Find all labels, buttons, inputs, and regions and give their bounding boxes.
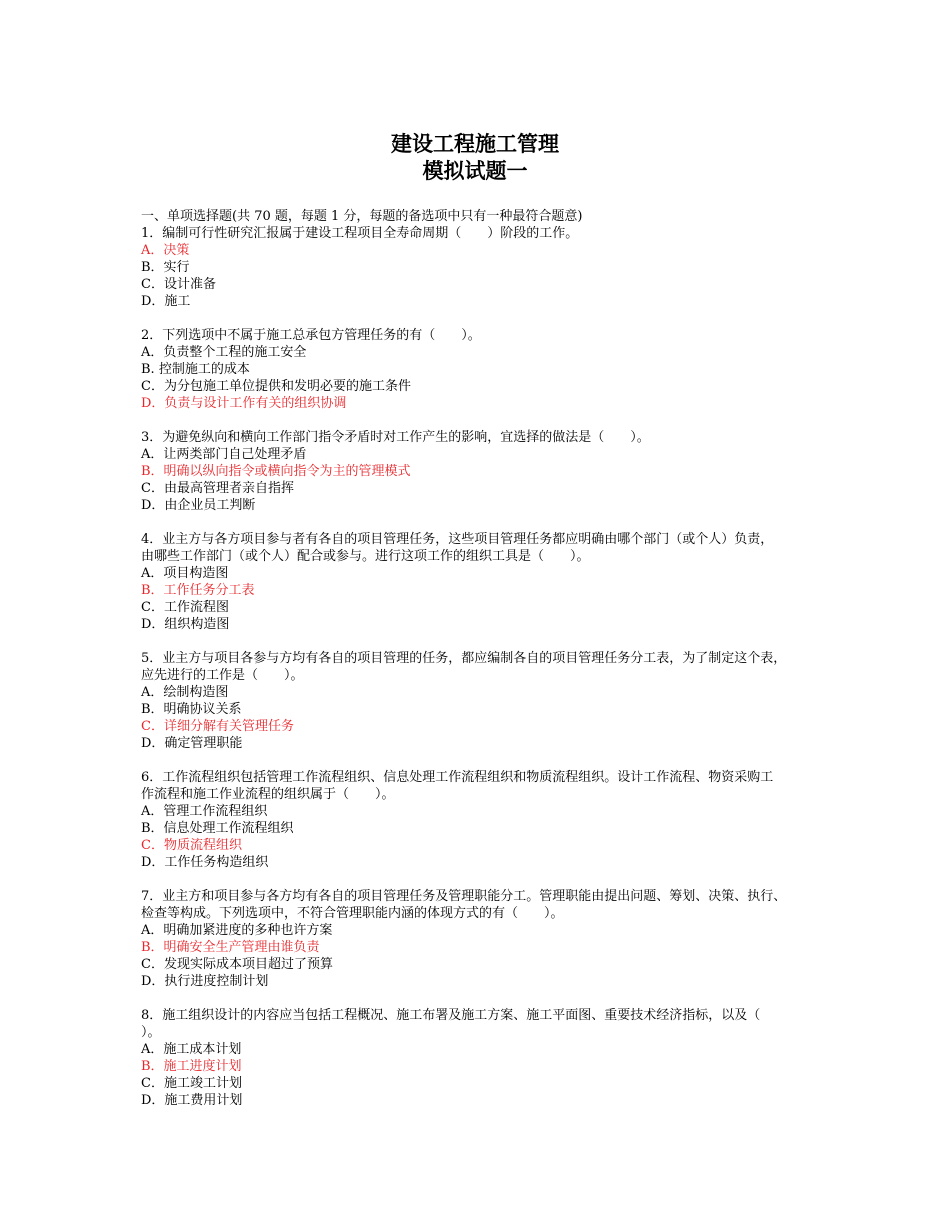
answer-option: C．发现实际成本项目超过了预算 <box>141 957 333 972</box>
question-stem: 2．下列选项中不属于施工总承包方管理任务的有（ ）。 <box>141 328 481 343</box>
exam-content <box>141 208 831 1109</box>
document-subtitle: 模拟试题一 <box>422 158 528 183</box>
question-item <box>141 225 831 310</box>
question-item <box>141 650 831 752</box>
answer-option-correct: B．明确安全生产管理由谁负责 <box>141 940 320 955</box>
question-item <box>141 1007 831 1109</box>
answer-option: B．明确协议关系 <box>141 702 242 717</box>
answer-option-correct: B．施工进度计划 <box>141 1059 242 1074</box>
answer-option-correct: C．详细分解有关管理任务 <box>141 719 294 734</box>
question-item <box>141 531 831 633</box>
section-heading: 一、单项选择题(共 70 题，每题 1 分，每题的备选项中只有一种最符合题意) <box>141 209 583 224</box>
question-item <box>141 769 831 871</box>
answer-option: A．绘制构造图 <box>141 685 229 700</box>
answer-option: D．执行进度控制计划 <box>141 974 269 989</box>
answer-option: B. 控制施工的成本 <box>141 362 250 377</box>
question-stem: 8．施工组织设计的内容应当包括工程概况、施工布署及施工方案、施工平面图、重要技术经济指标，以及（ <box>141 1008 761 1023</box>
answer-option: D．确定管理职能 <box>141 736 243 751</box>
answer-option: C．为分包施工单位提供和发明必要的施工条件 <box>141 379 411 394</box>
answer-option-correct: D．负责与设计工作有关的组织协调 <box>141 396 347 411</box>
question-stem: 作流程和施工作业流程的组织属于（ ）。 <box>141 787 395 802</box>
answer-option: A．让两类部门自己处理矛盾 <box>141 447 307 462</box>
answer-option-correct: B．工作任务分工表 <box>141 583 255 598</box>
answer-option: D．工作任务构造组织 <box>141 855 269 870</box>
answer-option: C．施工竣工计划 <box>141 1076 242 1091</box>
answer-option: A．管理工作流程组织 <box>141 804 268 819</box>
answer-option-correct: C．物质流程组织 <box>141 838 242 853</box>
question-item <box>141 327 831 412</box>
answer-option: A．项目构造图 <box>141 566 229 581</box>
answer-option-correct: A．决策 <box>141 243 190 258</box>
answer-option: D．施工 <box>141 294 191 309</box>
question-item <box>141 888 831 990</box>
document-title: 建设工程施工管理 <box>391 131 559 156</box>
question-stem: 3．为避免纵向和横向工作部门指令矛盾时对工作产生的影响，宜选择的做法是（ ）。 <box>141 430 650 445</box>
answer-option: C．由最高管理者亲自指挥 <box>141 481 294 496</box>
question-stem: 应先进行的工作是（ ）。 <box>141 668 304 683</box>
question-stem: 6．工作流程组织包括管理工作流程组织、信息处理工作流程组织和物质流程组织。设计工作流程、物资采购工 <box>141 770 774 785</box>
answer-option: A．施工成本计划 <box>141 1042 242 1057</box>
question-list <box>141 225 831 1109</box>
question-stem: 1．编制可行性研究汇报属于建设工程项目全寿命周期（ ）阶段的工作。 <box>141 226 579 241</box>
answer-option: B．实行 <box>141 260 190 275</box>
answer-option: A．负责整个工程的施工安全 <box>141 345 307 360</box>
question-stem: ）。 <box>141 1025 161 1040</box>
answer-option: C．工作流程图 <box>141 600 229 615</box>
question-item <box>141 429 831 514</box>
answer-option: B．信息处理工作流程组织 <box>141 821 294 836</box>
answer-option: C．设计准备 <box>141 277 216 292</box>
question-stem: 5．业主方与项目各参与方均有各自的项目管理的任务，都应编制各自的项目管理任务分工表，为了制定这个表， <box>141 651 787 666</box>
question-stem: 4．业主方与各方项目参与者有各自的项目管理任务，这些项目管理任务都应明确由哪个部门（或个人）负责， <box>141 532 774 547</box>
question-stem: 7．业主方和项目参与各方均有各自的项目管理任务及管理职能分工。管理职能由提出问题、筹划、决策、执行、 <box>141 889 787 904</box>
question-stem: 由哪些工作部门（或个人）配合或参与。进行这项工作的组织工具是（ ）。 <box>141 549 590 564</box>
answer-option-correct: B．明确以纵向指令或横向指令为主的管理模式 <box>141 464 411 479</box>
question-stem: 检查等构成。下列选项中，不符合管理职能内涵的体现方式的有（ ）。 <box>141 906 564 921</box>
answer-option: A．明确加紧进度的多种也许方案 <box>141 923 333 938</box>
answer-option: D．由企业员工判断 <box>141 498 256 513</box>
answer-option: D．组织构造图 <box>141 617 230 632</box>
answer-option: D．施工费用计划 <box>141 1093 243 1108</box>
